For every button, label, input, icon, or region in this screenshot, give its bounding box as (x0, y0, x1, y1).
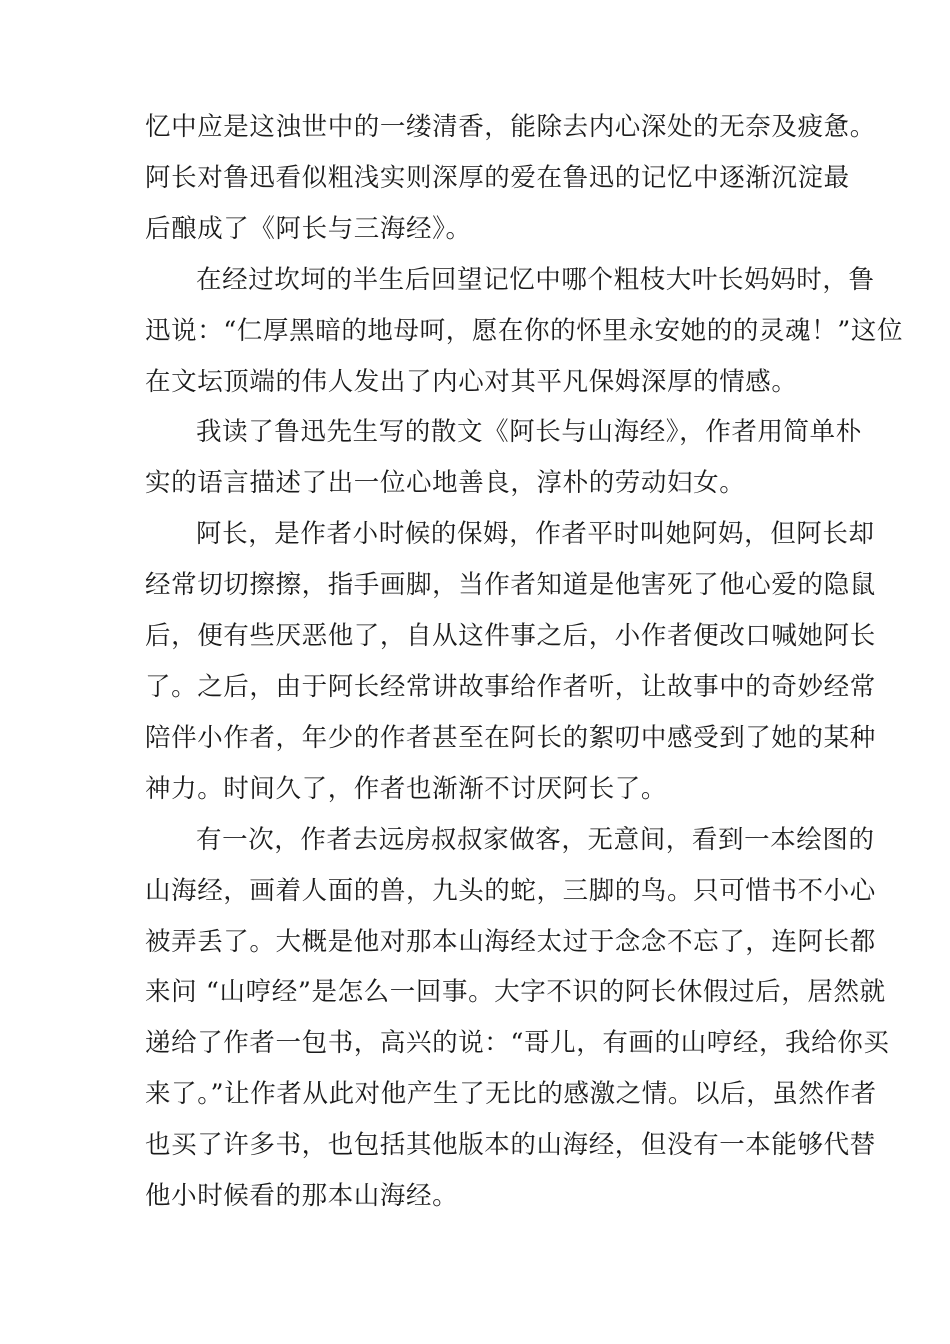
text-line-content: 阿长对鲁迅看似粗浅实则深厚的爱在鲁迅的记忆中逐渐沉淀最 (145, 162, 850, 193)
text-line (145, 764, 825, 815)
text-line (145, 713, 876, 764)
text-line-content: 也买了许多书，也包括其他版本的山海经，但没有一本能够代替 (145, 1130, 876, 1161)
text-line (145, 255, 875, 306)
text-line-content: 陪伴小作者，年少的作者甚至在阿长的絮叨中感受到了她的某种 (145, 722, 876, 753)
text-line (145, 357, 825, 408)
text-line (145, 1120, 876, 1171)
text-line (145, 407, 862, 458)
text-line-content: 有一次，作者去远房叔叔家做客，无意间，看到一本绘图的 (196, 824, 875, 855)
text-line-content: 后，便有些厌恶他了，自从这件事之后，小作者便改口喊她阿长 (145, 621, 876, 652)
text-line (145, 1018, 890, 1069)
text-line (145, 611, 876, 662)
text-line-content: 我读了鲁迅先生写的散文《阿长与山海经》，作者用简单朴 (196, 417, 862, 448)
text-line (145, 204, 825, 255)
text-line-content: 来了。”让作者从此对他产生了无比的感激之情。以后，虽然作者 (145, 1079, 877, 1110)
text-line (145, 662, 876, 713)
essay-body (145, 102, 904, 1222)
text-line (145, 560, 876, 611)
text-line-content: 在文坛顶端的伟人发出了内心对其平凡保姆深厚的情感。 (145, 366, 798, 397)
text-line-content: 经常切切擦擦，指手画脚，当作者知道是他害死了他心爱的隐鼠 (145, 570, 876, 601)
text-line-content: 了。之后，由于阿长经常讲故事给作者听，让故事中的奇妙经常 (145, 671, 876, 702)
text-line (145, 967, 886, 1018)
text-line (145, 917, 876, 968)
text-line-content: 忆中应是这浊世中的一缕清香，能除去内心深处的无奈及疲惫。 (145, 112, 876, 142)
text-line (145, 102, 876, 153)
text-line-content: 被弄丢了。大概是他对那本山海经太过于念念不忘了，连阿长都 (145, 926, 876, 957)
text-line (145, 866, 876, 917)
text-line (145, 815, 875, 866)
text-line-content: 在经过坎坷的半生后回望记忆中哪个粗枝大叶长妈妈时，鲁 (196, 264, 875, 295)
text-line (145, 306, 904, 357)
text-line-content: 递给了作者一包书，高兴的说：“哥儿，有画的山哼经，我给你买 (145, 1028, 890, 1059)
text-line-content: 实的语言描述了出一位心地善良，淳朴的劳动妇女。 (145, 468, 746, 499)
text-line-content: 阿长，是作者小时候的保姆，作者平时叫她阿妈，但阿长却 (196, 519, 875, 550)
text-line (145, 153, 850, 204)
text-line (145, 1171, 825, 1222)
text-line (145, 1069, 877, 1120)
text-line-content: 迅说：“仁厚黑暗的地母呵，愿在你的怀里永安她的的灵魂！”这位 (145, 315, 904, 346)
text-line (145, 509, 875, 560)
text-line-content: 他小时候看的那本山海经。 (145, 1181, 459, 1212)
text-line (145, 458, 825, 509)
text-line-content: 来问 “山哼经”是怎么一回事。大字不识的阿长休假过后，居然就 (145, 977, 886, 1008)
text-line-content: 后酿成了《阿长与三海经》。 (145, 213, 472, 244)
text-line-content: 山海经，画着人面的兽，九头的蛇，三脚的鸟。只可惜书不小心 (145, 875, 876, 906)
text-line-content: 神力。时间久了，作者也渐渐不讨厌阿长了。 (145, 773, 668, 804)
